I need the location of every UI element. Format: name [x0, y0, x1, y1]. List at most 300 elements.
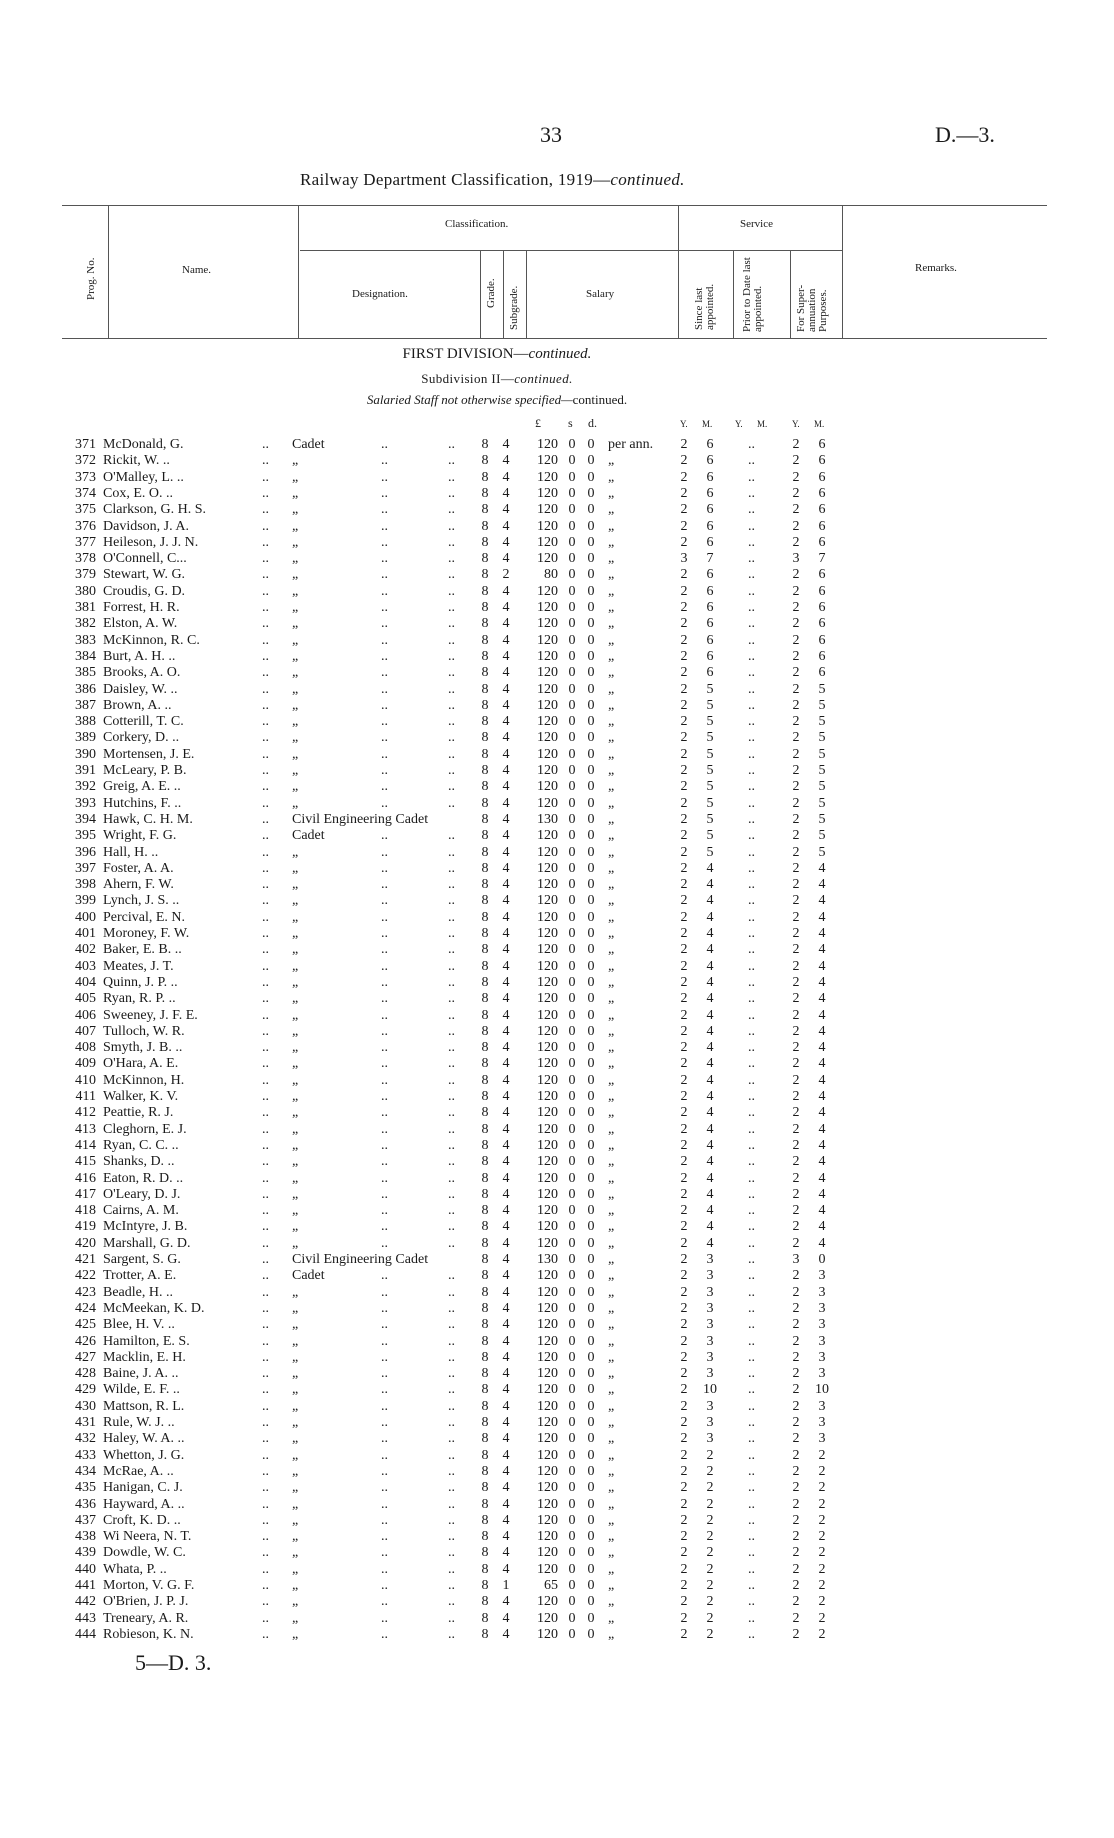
salary-pounds: 120: [537, 632, 558, 648]
salary-pence: 0: [587, 469, 595, 485]
salary-pounds: 120: [537, 453, 558, 469]
salary-pounds: 120: [537, 1268, 558, 1284]
salary-period: „: [608, 534, 615, 550]
salary-shillings: 0: [568, 1137, 576, 1153]
name: Rule, W. J. ..: [103, 1415, 175, 1430]
salary-shillings: 0: [568, 958, 576, 974]
leader-dots: ..: [448, 1089, 455, 1104]
grade: 8: [481, 1626, 489, 1642]
prog-no: 435: [75, 1480, 96, 1496]
salary-period: „: [608, 1170, 615, 1186]
service-years-since: 2: [680, 1398, 688, 1414]
header-classification: Classification.: [445, 218, 509, 230]
salary-period: „: [608, 1056, 615, 1072]
salary-period: „: [608, 1268, 615, 1284]
service-months-since: 5: [706, 730, 714, 746]
service-years-since: 2: [680, 1072, 688, 1088]
service-years-since: 2: [680, 926, 688, 941]
leader-dots: ..: [381, 942, 388, 958]
leader-dots: ..: [381, 1496, 388, 1512]
leader-dots: ..: [262, 1300, 269, 1316]
subgrade: 4: [502, 1040, 510, 1056]
service-prior: ..: [748, 1382, 755, 1398]
service-years-since: 2: [680, 1023, 688, 1039]
service-years-super: 2: [792, 893, 800, 909]
salary-pounds: 120: [537, 1007, 558, 1023]
leader-dots: ..: [381, 779, 388, 795]
service-prior: ..: [748, 665, 755, 681]
service-months-since: 6: [706, 469, 714, 485]
service-months-super: 6: [818, 648, 826, 664]
salary-shillings: 0: [568, 1040, 576, 1056]
grade: 8: [481, 1219, 489, 1235]
grade: 8: [481, 974, 489, 990]
salary-pence: 0: [587, 600, 595, 615]
service-years-super: 2: [792, 534, 800, 550]
salary-pence: 0: [587, 1496, 595, 1512]
name: Treneary, A. R.: [103, 1610, 189, 1626]
leader-dots: ..: [262, 1203, 269, 1219]
grade: 8: [481, 1529, 489, 1545]
designation: „: [292, 1089, 299, 1104]
salary-shillings: 0: [568, 714, 576, 730]
designation: „: [292, 942, 299, 958]
table-row: [0, 1285, 1114, 1301]
salary-shillings: 0: [568, 1610, 576, 1626]
service-prior: ..: [748, 648, 755, 664]
name: Ryan, R. P. ..: [103, 991, 176, 1007]
designation: „: [292, 763, 299, 778]
salary-pence: 0: [587, 1415, 595, 1430]
service-months-super: 2: [818, 1545, 826, 1561]
salary-shillings: 0: [568, 1398, 576, 1414]
name: O'Brien, J. P. J.: [103, 1594, 189, 1610]
name: Dowdle, W. C.: [103, 1545, 186, 1561]
service-months-since: 5: [706, 811, 714, 827]
salary-pence: 0: [587, 1137, 595, 1153]
designation: „: [292, 1463, 299, 1479]
service-prior: ..: [748, 616, 755, 632]
salary-pence: 0: [587, 795, 595, 811]
document-reference: D.—3.: [935, 122, 995, 147]
prog-no: 380: [75, 583, 96, 599]
salary-pounds: 120: [537, 909, 558, 925]
salary-pence: 0: [587, 1121, 595, 1137]
service-years-super: 2: [792, 779, 800, 795]
name: Quinn, J. P. ..: [103, 974, 178, 990]
designation: „: [292, 1121, 299, 1137]
salary-period: „: [608, 1105, 615, 1121]
salary-pounds: 120: [537, 469, 558, 485]
leader-dots: ..: [448, 681, 455, 697]
service-years-super: 2: [792, 1447, 800, 1463]
subgrade: 4: [502, 1170, 510, 1186]
leader-dots: ..: [448, 893, 455, 909]
designation: „: [292, 1284, 299, 1300]
leader-dots: ..: [448, 1463, 455, 1479]
salary-pounds: 120: [537, 844, 558, 860]
leader-dots: ..: [262, 1252, 269, 1267]
prog-no: 444: [75, 1626, 96, 1642]
subgrade: 4: [502, 1072, 510, 1088]
salary-period: „: [608, 453, 615, 469]
table-row: [0, 1464, 1114, 1480]
leader-dots: ..: [381, 1594, 388, 1610]
leader-dots: ..: [381, 974, 388, 990]
subgrade: 4: [502, 1284, 510, 1300]
prog-no: 440: [75, 1561, 96, 1577]
service-prior: ..: [748, 877, 755, 893]
prog-no: 377: [75, 534, 96, 550]
leader-dots: ..: [448, 1398, 455, 1414]
salary-period: „: [608, 877, 615, 893]
leader-dots: ..: [381, 1137, 388, 1153]
leader-dots: ..: [448, 1317, 455, 1333]
grade: 8: [481, 763, 489, 778]
table-row: [0, 779, 1114, 795]
table-row: [0, 812, 1114, 828]
salary-shillings: 0: [568, 600, 576, 615]
subgrade: 4: [502, 1105, 510, 1121]
service-months-since: 4: [706, 1121, 714, 1137]
prog-no: 428: [75, 1366, 96, 1382]
leader-dots: ..: [381, 1300, 388, 1316]
service-years-super: 2: [792, 1578, 800, 1593]
salary-pounds: 120: [537, 1137, 558, 1153]
name: Davidson, J. A.: [103, 518, 189, 534]
leader-dots: ..: [448, 714, 455, 730]
divider-salary: [678, 205, 679, 338]
leader-dots: ..: [381, 1578, 388, 1593]
leader-dots: ..: [381, 665, 388, 681]
service-years-since: 2: [680, 1431, 688, 1447]
service-months-super: 6: [818, 632, 826, 648]
service-months-super: 6: [818, 518, 826, 534]
salary-pence: 0: [587, 844, 595, 860]
leader-dots: ..: [381, 1529, 388, 1545]
service-years-since: 2: [680, 1300, 688, 1316]
service-years-since: 2: [680, 583, 688, 599]
salary-shillings: 0: [568, 1300, 576, 1316]
salary-pounds: 120: [537, 648, 558, 664]
service-months-since: 6: [706, 665, 714, 681]
subgrade: 4: [502, 518, 510, 534]
table-row: [0, 1203, 1114, 1219]
service-prior: ..: [748, 1496, 755, 1512]
service-years-since: 2: [680, 1154, 688, 1170]
designation: „: [292, 551, 299, 567]
leader-dots: ..: [381, 1317, 388, 1333]
leader-dots: ..: [381, 1480, 388, 1496]
service-months-since: 2: [706, 1512, 714, 1528]
salary-pounds: 120: [537, 1284, 558, 1300]
leader-dots: ..: [448, 534, 455, 550]
caption-emphasis: continued.: [610, 170, 685, 189]
salary-shillings: 0: [568, 1072, 576, 1088]
leader-dots: ..: [381, 958, 388, 974]
table-row: [0, 1611, 1114, 1627]
designation: „: [292, 1578, 299, 1593]
leader-dots: ..: [448, 958, 455, 974]
service-months-since: 5: [706, 681, 714, 697]
salary-period: „: [608, 1186, 615, 1202]
table-row: [0, 649, 1114, 665]
salary-pounds: 120: [537, 600, 558, 615]
grade: 8: [481, 1105, 489, 1121]
service-prior: ..: [748, 1610, 755, 1626]
salary-pounds: 120: [537, 926, 558, 941]
service-years-super: 2: [792, 1203, 800, 1219]
service-prior: ..: [748, 1398, 755, 1414]
service-months-super: 2: [818, 1578, 826, 1593]
name: Tulloch, W. R.: [103, 1023, 185, 1039]
name: Daisley, W. ..: [103, 681, 178, 697]
service-years-since: 2: [680, 1463, 688, 1479]
name: Croudis, G. D.: [103, 583, 186, 599]
designation: „: [292, 1007, 299, 1023]
table-row: [0, 893, 1114, 909]
subgrade: 4: [502, 746, 510, 762]
subgrade: 4: [502, 1349, 510, 1365]
service-years-super: 2: [792, 991, 800, 1007]
name: Wilde, E. F. ..: [103, 1382, 180, 1398]
table-row: [0, 730, 1114, 746]
table-row: [0, 763, 1114, 779]
service-months-since: 4: [706, 1137, 714, 1153]
prog-no: 413: [75, 1121, 96, 1137]
prog-no: 416: [75, 1170, 96, 1186]
salary-period: „: [608, 1415, 615, 1430]
salary-period: „: [608, 1496, 615, 1512]
service-years-super: 2: [792, 1398, 800, 1414]
service-prior: ..: [748, 1203, 755, 1219]
salary-period: „: [608, 1300, 615, 1316]
subgrade: 4: [502, 1203, 510, 1219]
designation: „: [292, 1023, 299, 1039]
service-months-since: 4: [706, 1219, 714, 1235]
service-months-super: 6: [818, 665, 826, 681]
service-years-super: 2: [792, 1072, 800, 1088]
name: Ryan, C. C. ..: [103, 1137, 179, 1153]
salary-pence: 0: [587, 1626, 595, 1642]
salary-pence: 0: [587, 1431, 595, 1447]
service-months-super: 3: [818, 1300, 826, 1316]
prog-no: 383: [75, 632, 96, 648]
table-row: [0, 1562, 1114, 1578]
service-years-since: 2: [680, 1512, 688, 1528]
staff-heading: [0, 392, 1054, 408]
leader-dots: ..: [262, 779, 269, 795]
designation: „: [292, 616, 299, 632]
service-prior: ..: [748, 697, 755, 713]
designation: „: [292, 1333, 299, 1349]
leader-dots: ..: [381, 1089, 388, 1104]
prog-no: 374: [75, 485, 96, 501]
service-months-super: 4: [818, 1056, 826, 1072]
salary-pounds: 120: [537, 1594, 558, 1610]
leader-dots: ..: [381, 1610, 388, 1626]
salary-pence: 0: [587, 681, 595, 697]
leader-dots: ..: [381, 551, 388, 567]
leader-dots: ..: [448, 763, 455, 778]
service-months-super: 3: [818, 1349, 826, 1365]
service-years-since: 2: [680, 1496, 688, 1512]
service-months-super: 3: [818, 1317, 826, 1333]
salary-period: „: [608, 1431, 615, 1447]
prog-no: 398: [75, 877, 96, 893]
table-row: [0, 1056, 1114, 1072]
table-row: [0, 942, 1114, 958]
salary-shillings: 0: [568, 730, 576, 746]
designation: „: [292, 600, 299, 615]
name: Heileson, J. J. N.: [103, 534, 199, 550]
designation: Cadet: [292, 828, 325, 844]
grade: 8: [481, 1561, 489, 1577]
service-years-since: 2: [680, 1105, 688, 1121]
grade: 8: [481, 1170, 489, 1186]
leader-dots: ..: [381, 1203, 388, 1219]
salary-pounds: 120: [537, 795, 558, 811]
header-subgrade: Subgrade.: [508, 285, 520, 330]
leader-dots: ..: [262, 1480, 269, 1496]
leader-dots: ..: [262, 1578, 269, 1593]
salary-period: „: [608, 1317, 615, 1333]
service-months-super: 4: [818, 958, 826, 974]
leader-dots: ..: [448, 600, 455, 615]
grade: 8: [481, 453, 489, 469]
name: Robieson, K. N.: [103, 1626, 194, 1642]
service-prior: ..: [748, 844, 755, 860]
unit-pound: £: [535, 416, 541, 430]
designation: „: [292, 779, 299, 795]
page-footer: 5—D. 3.: [135, 1650, 212, 1675]
salary-pounds: 120: [537, 958, 558, 974]
service-months-super: 4: [818, 1023, 826, 1039]
service-years-since: 2: [680, 1235, 688, 1251]
salary-pounds: 120: [537, 730, 558, 746]
service-months-super: 4: [818, 877, 826, 893]
table-row: [0, 1399, 1114, 1415]
service-years-super: 2: [792, 1626, 800, 1642]
service-years-since: 2: [680, 958, 688, 974]
salary-period: „: [608, 518, 615, 534]
subgrade: 4: [502, 1056, 510, 1072]
table-row: [0, 1040, 1114, 1056]
prog-no: 400: [75, 909, 96, 925]
subgrade: 4: [502, 1431, 510, 1447]
grade: 8: [481, 811, 489, 827]
salary-shillings: 0: [568, 763, 576, 778]
leader-dots: ..: [381, 1626, 388, 1642]
service-months-since: 2: [706, 1545, 714, 1561]
name: Hanigan, C. J.: [103, 1480, 183, 1496]
grade: 8: [481, 1154, 489, 1170]
prog-no: 407: [75, 1023, 96, 1039]
grade: 8: [481, 1610, 489, 1626]
prog-no: 401: [75, 926, 96, 941]
salary-pence: 0: [587, 551, 595, 567]
subgrade: 4: [502, 811, 510, 827]
service-prior: ..: [748, 958, 755, 974]
grade: 8: [481, 1463, 489, 1479]
leader-dots: ..: [448, 1268, 455, 1284]
service-prior: ..: [748, 1089, 755, 1104]
service-prior: ..: [748, 632, 755, 648]
leader-dots: ..: [262, 1040, 269, 1056]
salary-pence: 0: [587, 926, 595, 941]
salary-pence: 0: [587, 1284, 595, 1300]
service-years-since: 2: [680, 1040, 688, 1056]
service-years-super: 2: [792, 469, 800, 485]
prog-no: 389: [75, 730, 96, 746]
salary-period: „: [608, 1512, 615, 1528]
salary-pounds: 120: [537, 942, 558, 958]
table-row: [0, 1008, 1114, 1024]
leader-dots: ..: [262, 991, 269, 1007]
service-years-since: 2: [680, 1333, 688, 1349]
service-years-super: 2: [792, 665, 800, 681]
name: McIntyre, J. B.: [103, 1219, 188, 1235]
leader-dots: ..: [262, 1284, 269, 1300]
salary-shillings: 0: [568, 909, 576, 925]
subgrade: 4: [502, 1007, 510, 1023]
prog-no: 432: [75, 1431, 96, 1447]
salary-pence: 0: [587, 567, 595, 583]
name: Whata, P. ..: [103, 1561, 167, 1577]
prog-no: 405: [75, 991, 96, 1007]
service-years-super: 2: [792, 648, 800, 664]
table-row: [0, 1431, 1114, 1447]
prog-no: 415: [75, 1154, 96, 1170]
subgrade: 4: [502, 1333, 510, 1349]
leader-dots: ..: [448, 518, 455, 534]
service-prior: ..: [748, 1170, 755, 1186]
service-months-since: 4: [706, 942, 714, 958]
name: O'Hara, A. E.: [103, 1056, 179, 1072]
leader-dots: ..: [448, 502, 455, 518]
subgrade: 4: [502, 1121, 510, 1137]
service-prior: ..: [748, 1349, 755, 1365]
leader-dots: ..: [381, 893, 388, 909]
service-years-since: 2: [680, 600, 688, 615]
leader-dots: ..: [262, 926, 269, 941]
salary-pence: 0: [587, 632, 595, 648]
service-months-since: 4: [706, 1007, 714, 1023]
leader-dots: ..: [381, 1382, 388, 1398]
salary-pence: 0: [587, 1252, 595, 1267]
service-months-super: 5: [818, 714, 826, 730]
service-prior: ..: [748, 1626, 755, 1642]
salary-pence: 0: [587, 1170, 595, 1186]
service-months-super: 4: [818, 1186, 826, 1202]
table-row: [0, 747, 1114, 763]
salary-pounds: 120: [537, 1480, 558, 1496]
salary-pence: 0: [587, 1007, 595, 1023]
service-months-super: 5: [818, 730, 826, 746]
grade: 8: [481, 844, 489, 860]
subdivision-label: Subdivision II—: [421, 371, 515, 386]
prog-no: 408: [75, 1040, 96, 1056]
service-prior: ..: [748, 811, 755, 827]
leader-dots: ..: [448, 1186, 455, 1202]
designation: „: [292, 714, 299, 730]
service-months-super: 2: [818, 1610, 826, 1626]
salary-pounds: 120: [537, 1203, 558, 1219]
salary-pounds: 120: [537, 991, 558, 1007]
designation: „: [292, 1382, 299, 1398]
service-months-since: 3: [706, 1284, 714, 1300]
prog-no: 414: [75, 1137, 96, 1153]
